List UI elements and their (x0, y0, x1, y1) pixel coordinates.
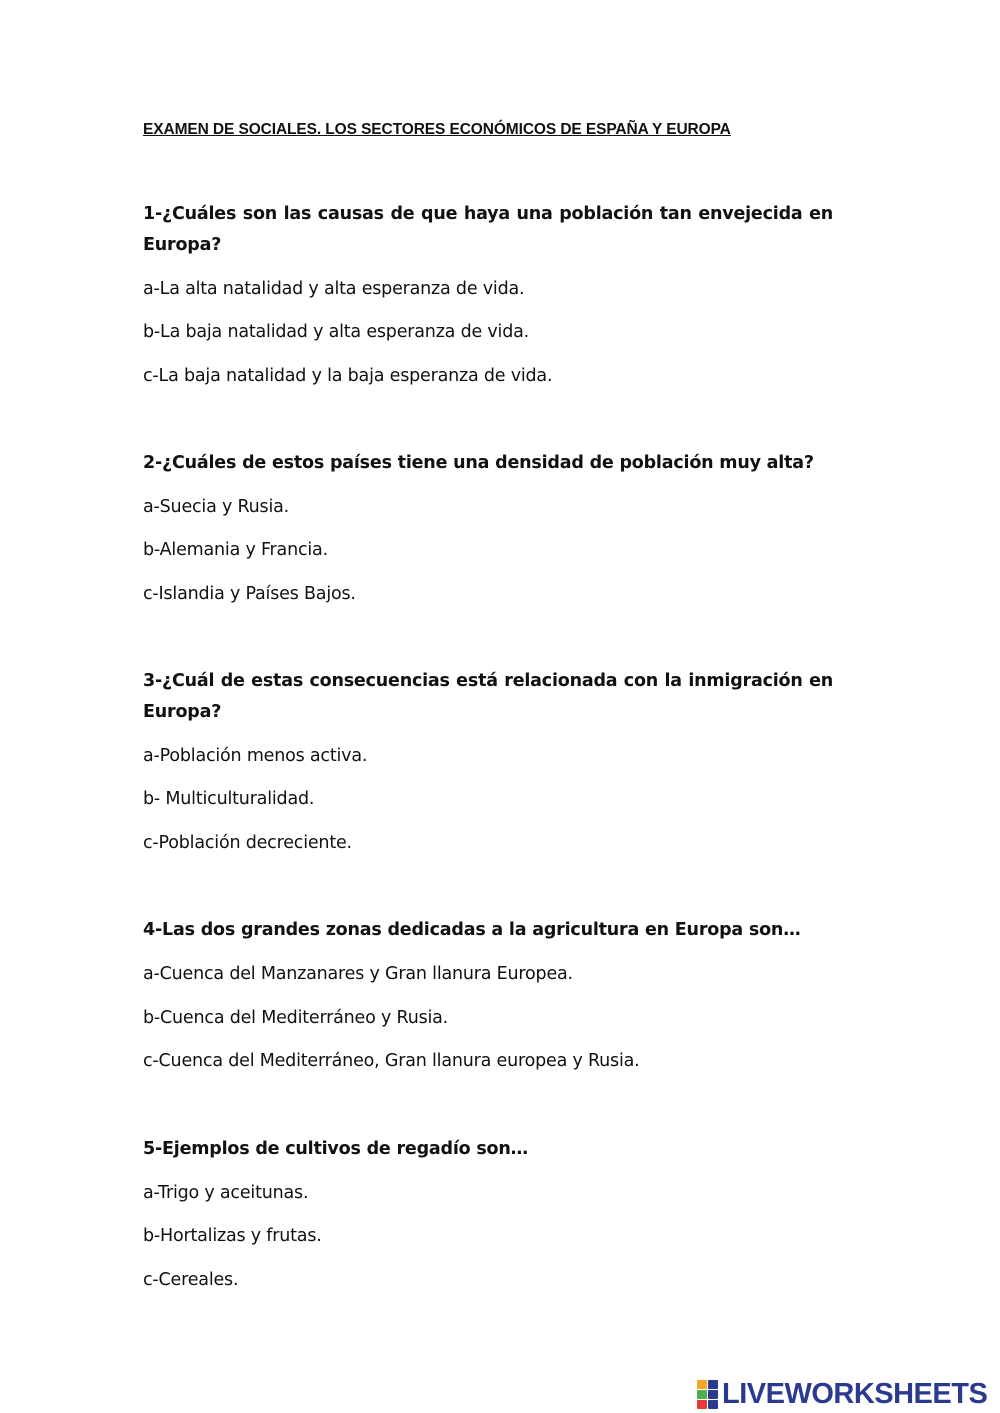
question-4: 4-Las dos grandes zonas dedicadas a la agricultura en Europa son… (143, 920, 801, 940)
question-4-option-a[interactable]: a-Cuenca del Manzanares y Gran llanura Europea. (143, 964, 573, 984)
question-4-option-c[interactable]: c-Cuenca del Mediterráneo, Gran llanura europea y Rusia. (143, 1051, 640, 1071)
question-1-option-a[interactable]: a-La alta natalidad y alta esperanza de vida. (143, 279, 525, 299)
question-5-option-b[interactable]: b-Hortalizas y frutas. (143, 1226, 322, 1246)
question-2: 2-¿Cuáles de estos países tiene una densidad de población muy alta? (143, 453, 814, 473)
liveworksheets-wordmark: LIVEWORKSHEETS (722, 1377, 988, 1410)
question-2-option-a[interactable]: a-Suecia y Rusia. (143, 497, 290, 517)
question-3-option-c[interactable]: c-Población decreciente. (143, 833, 352, 853)
question-4-option-b[interactable]: b-Cuenca del Mediterráneo y Rusia. (143, 1008, 449, 1028)
question-3-option-a[interactable]: a-Población menos activa. (143, 746, 368, 766)
question-1-option-b[interactable]: b-La baja natalidad y alta esperanza de vida. (143, 322, 530, 342)
question-1-option-c[interactable]: c-La baja natalidad y la baja esperanza de vida. (143, 366, 553, 386)
liveworksheets-logo (697, 1378, 987, 1410)
page-title: EXAMEN DE SOCIALES. LOS SECTORES ECONÓMICOS DE ESPAÑA Y EUROPA (143, 121, 731, 138)
question-5-option-c[interactable]: c-Cereales. (143, 1270, 239, 1290)
question-3: 3-¿Cuál de estas consecuencias está relacionada con la inmigración en Europa? (143, 671, 833, 722)
question-2-option-c[interactable]: c-Islandia y Países Bajos. (143, 584, 356, 604)
question-1: 1-¿Cuáles son las causas de que haya una población tan envejecida en Europa? (143, 204, 833, 255)
question-3-option-b[interactable]: b- Multiculturalidad. (143, 789, 315, 809)
question-5-option-a[interactable]: a-Trigo y aceitunas. (143, 1183, 309, 1203)
question-2-option-b[interactable]: b-Alemania y Francia. (143, 540, 328, 560)
question-5: 5-Ejemplos de cultivos de regadío son… (143, 1139, 528, 1159)
liveworksheets-mark-icon (697, 1380, 718, 1409)
